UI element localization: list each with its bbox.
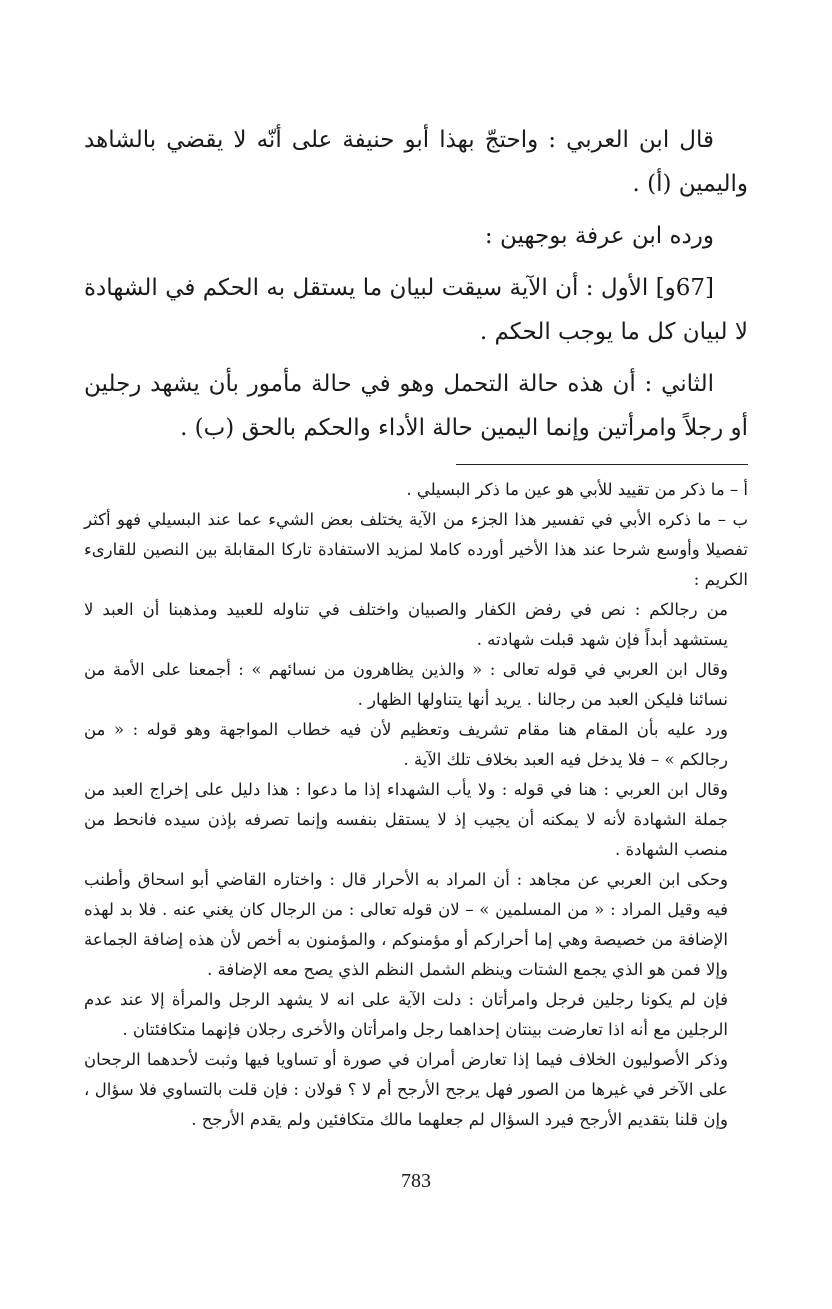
footnote-a: أ – ما ذكر من تقييد للأبي هو عين ما ذكر البسيلي .: [406, 480, 748, 499]
footnote-b-rijalikum: من رجالكم : نص في رفض الكفار والصبيان واختلف في تناوله للعبيد ومذهبنا أن العبد لا يستشهد أبداً فإن شهد قبلت شهادته .: [84, 600, 728, 649]
footnote-b-two-women: فإن لم يكونا رجلين فرجل وامرأتان : دلت الآية على انه لا يشهد الرجل والمرأة إلا عند عدم الرجلين مع أنه اذا تعارضت بينتان إحداهما رجل وامرأتان والأخرى رجلان فإنهما متكافئتان .: [84, 990, 728, 1039]
footnote-separator: [456, 464, 748, 465]
paragraph-ibn-al-arabi: قال ابن العربي : واحتجّ بهذا أبو حنيفة على أنّه لا يقضي بالشاهد واليمين (أ) .: [84, 127, 748, 197]
footnote-b-rebuttal: ورد عليه بأن المقام هنا مقام تشريف وتعظيم لأن فيه خطاب المواجهة وهو قوله : « من رجالكم » – فلا يدخل فيه العبد بخلاف تلك الآية .: [84, 720, 728, 769]
main-text: [84, 118, 748, 450]
footnotes: [84, 475, 748, 1135]
footnote-b-zihar: وقال ابن العربي في قوله تعالى : « والذين يظاهرون من نسائهم » : أجمعنا على الأمة من نسائنا فليكن العبد من رجالنا . يريد أنها يتناولها الظهار .: [84, 660, 728, 709]
footnote-b: ب – ما ذكره الأبي في تفسير هذا الجزء من الآية يختلف بعض الشيء عما عند البسيلي فهو أكثر تفصيلا وأوسع شرحا عند هذا الأخير أورده كاملا لمزيد الاستفادة تاركا المقابلة بين النصين للقارىء الكريم :: [84, 510, 748, 589]
page-number: 783: [401, 1170, 431, 1192]
paragraph-first-aspect: [67و] الأول : أن الآية سيقت لبيان ما يستقل به الحكم في الشهادة لا لبيان كل ما يوجب الحكم .: [84, 275, 748, 345]
paragraph-second-aspect: الثاني : أن هذه حالة التحمل وهو في حالة مأمور بأن يشهد رجلين أو رجلاً وامرأتين وإنما اليمين حالة الأداء والحكم بالحق (ب) .: [84, 371, 748, 441]
footnote-b-usuliyyun: وذكر الأصوليون الخلاف فيما إذا تعارض أمران في صورة أو تساويا فيها وثبت لأحدهما الرجحان على الآخر في غيرها من الصور فهل يرجح الأرجح أم لا ؟ قولان : فإن قلت بالتساوي فلا سؤال ، وإن قلنا بتقديم الأرجح فيرد السؤال لم جعلهما مالك متكافئين ولم يقدم الأرجح .: [84, 1050, 728, 1129]
paragraph-ibn-arafa: ورده ابن عرفة بوجهين :: [484, 223, 714, 249]
footnote-b-witnesses: وقال ابن العربي : هنا في قوله : ولا يأب الشهداء إذا ما دعوا : هذا دليل على إخراج العبد من جملة الشهادة لأنه لا يمكنه أن يجيب إذ لا يستقل بنفسه وإنما تصرفه بإذن سيده فانحط من منصب الشهادة .: [84, 780, 728, 859]
footnote-b-mujahid: وحكى ابن العربي عن مجاهد : أن المراد به الأحرار قال : واختاره القاضي أبو اسحاق وأطنب فيه وقيل المراد : « من المسلمين » – لان قوله تعالى : من الرجال كان يغني عنه . فلا بد لهذه الإضافة من خصيصة وهي إما أحراركم أو مؤمنوكم ، والمؤمنون به أخص لأن هذه إضافة الجماعة وإلا فمن هو الذي يجمع الشتات وينظم الشمل النظم الذي يصح معه الإضافة .: [84, 870, 728, 979]
